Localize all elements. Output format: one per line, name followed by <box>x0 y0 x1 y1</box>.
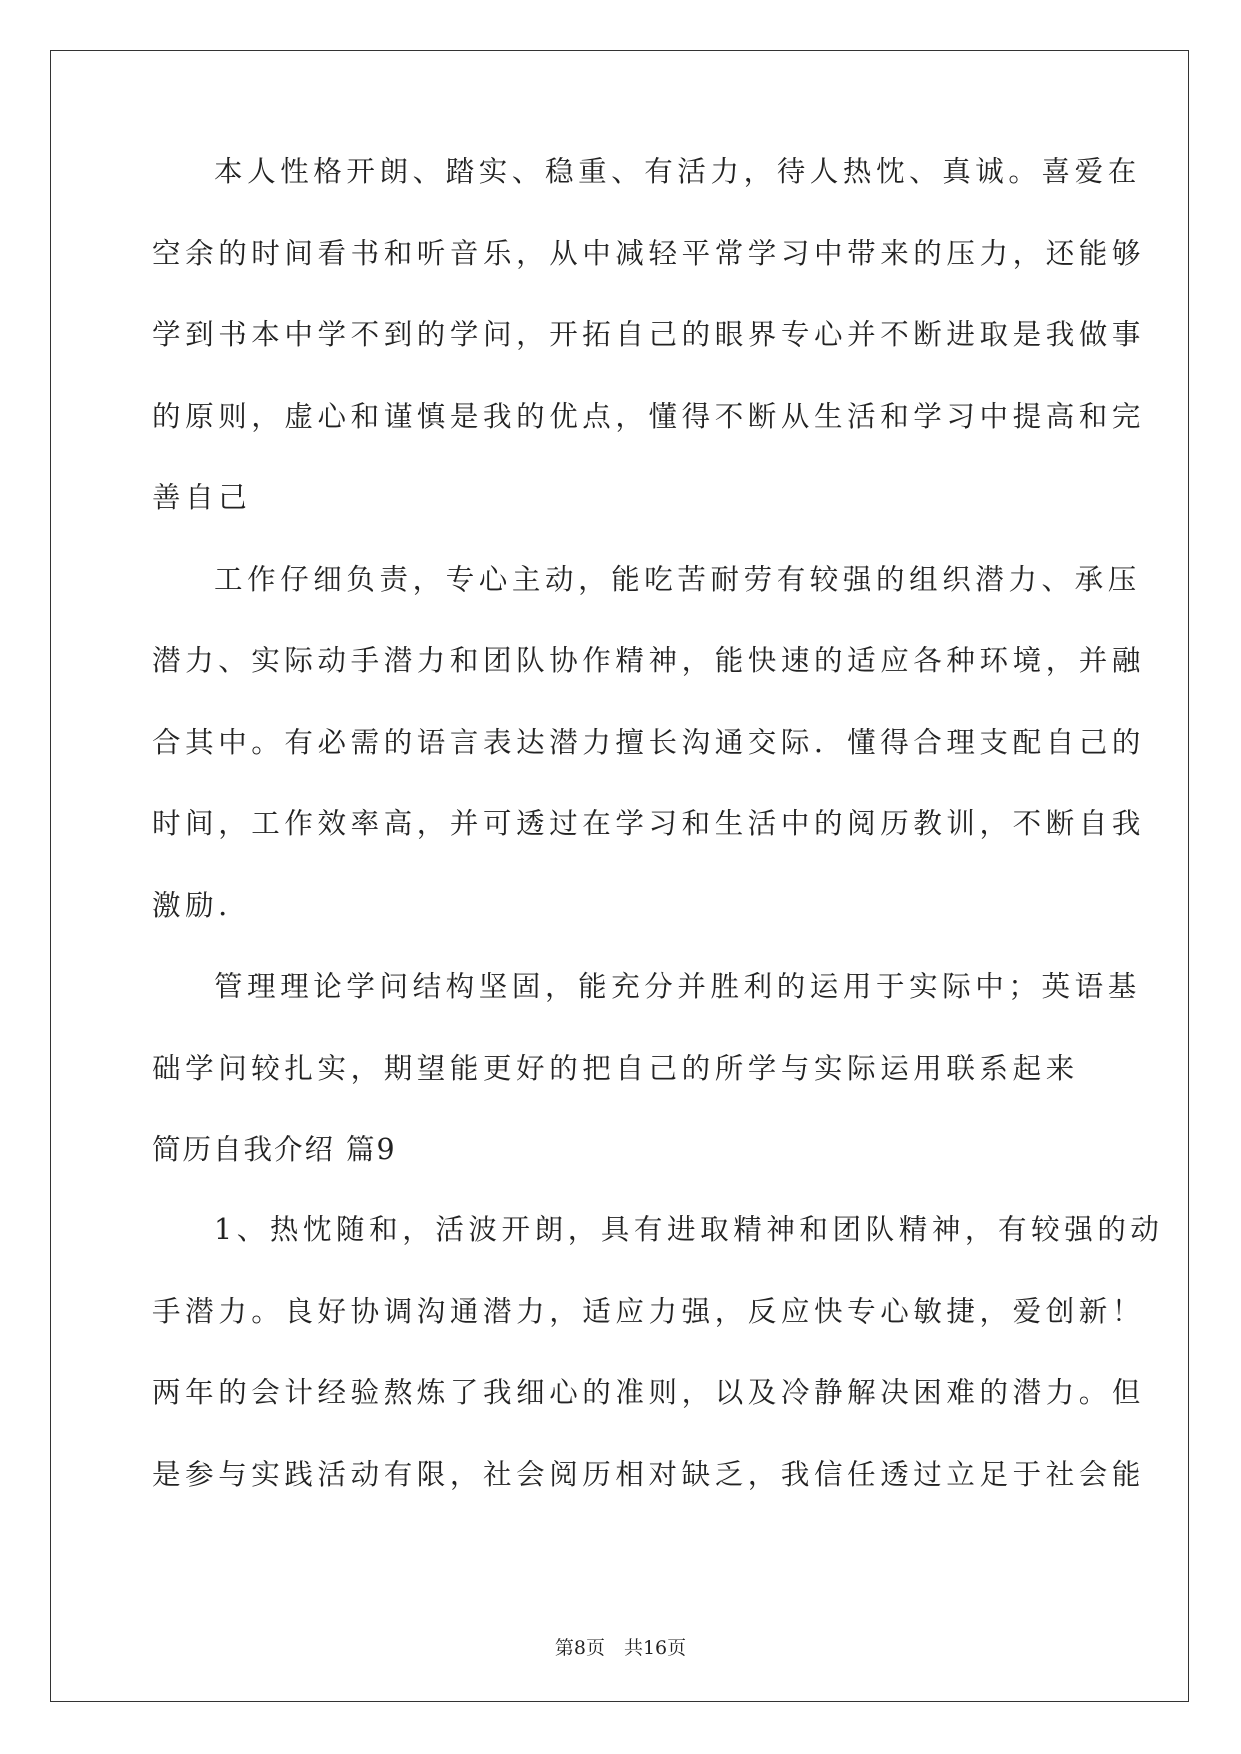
document-body <box>152 152 1164 1536</box>
paragraph-line: 管理理论学问结构坚固，能充分并胜利的运用于实际中；英语基 <box>214 970 1141 1003</box>
paragraph-line: 空余的时间看书和听音乐，从中减轻平常学习中带来的压力，还能够 <box>152 236 1146 270</box>
paragraph-4 <box>152 1210 1164 1536</box>
page-footer: 第8页 共16页 <box>554 1637 687 1659</box>
paragraph-line: 础学问较扎实，期望能更好的把自己的所学与实际运用联系起来 <box>152 1051 1079 1085</box>
paragraph-line: 时间，工作效率高，并可透过在学习和生活中的阅历教训，不断自我 <box>152 807 1146 840</box>
section-heading: 简历自我介绍 篇9 <box>152 1133 397 1166</box>
paragraph-line: 1、热忱随和，活波开朗，具有进取精神和团队精神，有较强的动 <box>214 1213 1164 1246</box>
paragraph-1 <box>152 152 1146 560</box>
paragraph-line: 本人性格开朗、踏实、稳重、有活力，待人热忱、真诚。喜爱在 <box>214 155 1141 188</box>
paragraph-line: 潜力、实际动手潜力和团队协作精神，能快速的适应各种环境，并融 <box>152 644 1146 677</box>
paragraph-2 <box>152 560 1146 968</box>
paragraph-line: 手潜力。良好协调沟通潜力，适应力强，反应快专心敏捷，爱创新！ <box>152 1294 1146 1328</box>
paragraph-line: 是参与实践活动有限，社会阅历相对缺乏，我信任透过立足于社会能 <box>152 1457 1146 1491</box>
paragraph-3 <box>152 967 1141 1130</box>
paragraph-line: 学到书本中学不到的学问，开拓自己的眼界专心并不断进取是我做事 <box>152 318 1146 351</box>
paragraph-line: 两年的会计经验熬炼了我细心的准则，以及冷静解决困难的潜力。但 <box>152 1376 1146 1409</box>
paragraph-line: 善自己 <box>152 481 252 514</box>
paragraph-line: 工作仔细负责，专心主动，能吃苦耐劳有较强的组织潜力、承压 <box>214 562 1141 596</box>
paragraph-line: 合其中。有必需的语言表达潜力擅长沟通交际．懂得合理支配自己的 <box>152 725 1146 759</box>
paragraph-line: 激励． <box>152 888 252 922</box>
paragraph-line: 的原则，虚心和谨慎是我的优点，懂得不断从生活和学习中提高和完 <box>152 399 1146 433</box>
